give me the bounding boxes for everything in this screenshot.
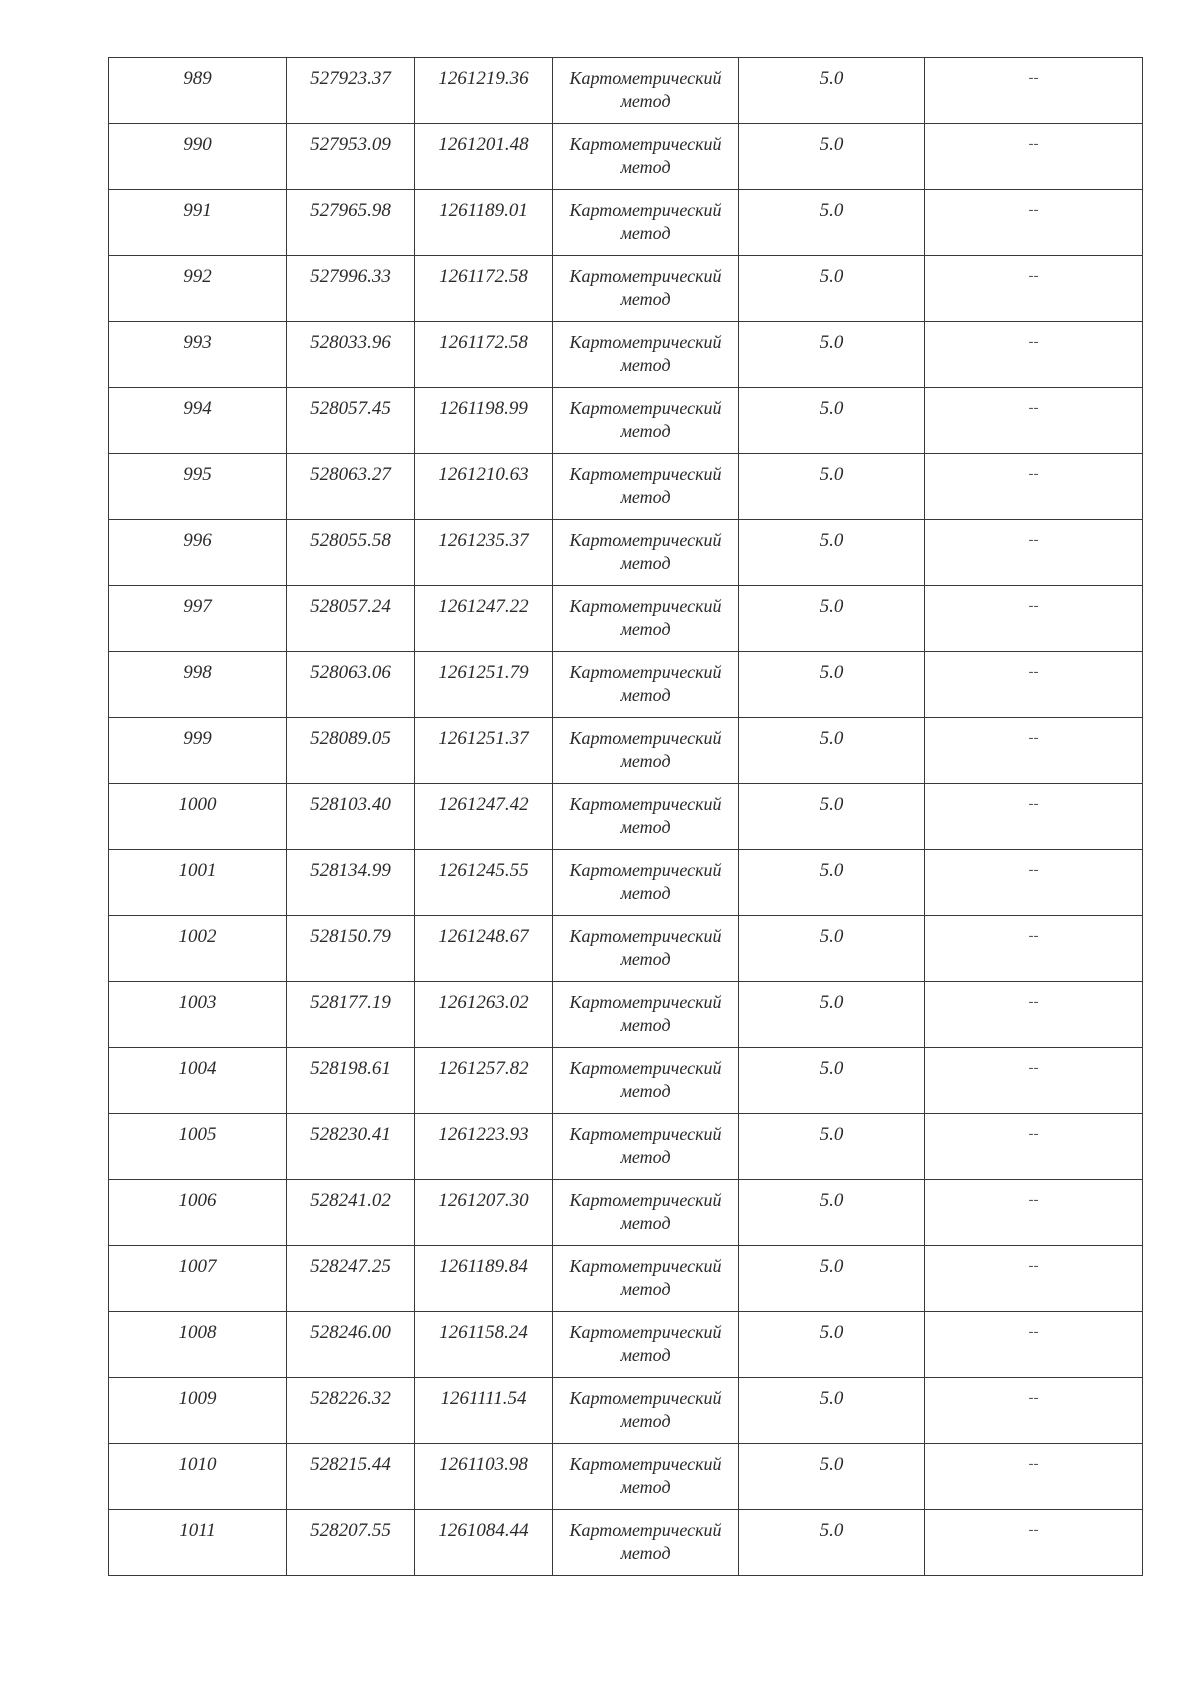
point-number-cell: 1010 — [109, 1444, 287, 1510]
point-number-cell: 1011 — [109, 1510, 287, 1576]
note-cell: -- — [925, 652, 1143, 718]
point-number-cell: 1007 — [109, 1246, 287, 1312]
point-number-cell: 998 — [109, 652, 287, 718]
note-cell: -- — [925, 718, 1143, 784]
method-cell — [553, 718, 739, 784]
accuracy-cell: 5.0 — [739, 1246, 925, 1312]
method-cell — [553, 586, 739, 652]
accuracy-cell: 5.0 — [739, 1378, 925, 1444]
note-cell: -- — [925, 124, 1143, 190]
note-cell: -- — [925, 322, 1143, 388]
y-coordinate-cell: 1261257.82 — [415, 1048, 553, 1114]
method-line-2: метод — [620, 817, 671, 837]
point-number-cell: 999 — [109, 718, 287, 784]
x-coordinate-cell: 528150.79 — [287, 916, 415, 982]
note-cell: -- — [925, 1510, 1143, 1576]
table-row — [109, 1312, 1143, 1378]
accuracy-cell: 5.0 — [739, 124, 925, 190]
method-line-2: метод — [620, 1147, 671, 1167]
accuracy-cell: 5.0 — [739, 916, 925, 982]
table-row — [109, 982, 1143, 1048]
x-coordinate-cell: 528057.45 — [287, 388, 415, 454]
method-line-2: метод — [620, 91, 671, 111]
y-coordinate-cell: 1261247.22 — [415, 586, 553, 652]
method-line-1: Картометрический — [569, 464, 722, 484]
x-coordinate-cell: 528134.99 — [287, 850, 415, 916]
method-line-2: метод — [620, 883, 671, 903]
method-line-2: метод — [620, 421, 671, 441]
point-number-cell: 1006 — [109, 1180, 287, 1246]
method-line-1: Картометрический — [569, 1190, 722, 1210]
note-cell: -- — [925, 1444, 1143, 1510]
method-line-1: Картометрический — [569, 530, 722, 550]
table-row — [109, 322, 1143, 388]
table-row — [109, 1246, 1143, 1312]
table-row — [109, 1180, 1143, 1246]
table-row — [109, 1510, 1143, 1576]
note-cell: -- — [925, 784, 1143, 850]
note-cell: -- — [925, 58, 1143, 124]
table-row — [109, 1378, 1143, 1444]
method-line-1: Картометрический — [569, 860, 722, 880]
method-cell — [553, 1510, 739, 1576]
accuracy-cell: 5.0 — [739, 982, 925, 1048]
method-line-1: Картометрический — [569, 68, 722, 88]
method-line-1: Картометрический — [569, 794, 722, 814]
y-coordinate-cell: 1261189.01 — [415, 190, 553, 256]
point-number-cell: 1000 — [109, 784, 287, 850]
method-cell — [553, 1444, 739, 1510]
table-row — [109, 454, 1143, 520]
accuracy-cell: 5.0 — [739, 58, 925, 124]
method-cell — [553, 388, 739, 454]
method-line-1: Картометрический — [569, 266, 722, 286]
method-cell — [553, 322, 739, 388]
method-line-2: метод — [620, 1345, 671, 1365]
method-line-1: Картометрический — [569, 1454, 722, 1474]
note-cell: -- — [925, 850, 1143, 916]
x-coordinate-cell: 528063.27 — [287, 454, 415, 520]
accuracy-cell: 5.0 — [739, 586, 925, 652]
point-number-cell: 1001 — [109, 850, 287, 916]
accuracy-cell: 5.0 — [739, 520, 925, 586]
method-cell — [553, 1048, 739, 1114]
table-row — [109, 916, 1143, 982]
method-cell — [553, 58, 739, 124]
method-line-2: метод — [620, 1543, 671, 1563]
note-cell: -- — [925, 1312, 1143, 1378]
x-coordinate-cell: 528055.58 — [287, 520, 415, 586]
method-line-2: метод — [620, 289, 671, 309]
accuracy-cell: 5.0 — [739, 850, 925, 916]
x-coordinate-cell: 528063.06 — [287, 652, 415, 718]
table-row — [109, 58, 1143, 124]
accuracy-cell: 5.0 — [739, 1114, 925, 1180]
y-coordinate-cell: 1261245.55 — [415, 850, 553, 916]
x-coordinate-cell: 528241.02 — [287, 1180, 415, 1246]
method-line-1: Картометрический — [569, 926, 722, 946]
method-cell — [553, 454, 739, 520]
note-cell: -- — [925, 520, 1143, 586]
method-line-1: Картометрический — [569, 1388, 722, 1408]
method-line-2: метод — [620, 1279, 671, 1299]
x-coordinate-cell: 528246.00 — [287, 1312, 415, 1378]
point-number-cell: 993 — [109, 322, 287, 388]
accuracy-cell: 5.0 — [739, 1048, 925, 1114]
method-line-2: метод — [620, 1081, 671, 1101]
method-line-1: Картометрический — [569, 728, 722, 748]
coordinates-table — [108, 57, 1143, 1576]
accuracy-cell: 5.0 — [739, 718, 925, 784]
table-row — [109, 520, 1143, 586]
point-number-cell: 1008 — [109, 1312, 287, 1378]
x-coordinate-cell: 527965.98 — [287, 190, 415, 256]
table-row — [109, 124, 1143, 190]
method-line-2: метод — [620, 487, 671, 507]
x-coordinate-cell: 528177.19 — [287, 982, 415, 1048]
x-coordinate-cell: 528226.32 — [287, 1378, 415, 1444]
point-number-cell: 1003 — [109, 982, 287, 1048]
method-cell — [553, 256, 739, 322]
y-coordinate-cell: 1261219.36 — [415, 58, 553, 124]
point-number-cell: 1009 — [109, 1378, 287, 1444]
accuracy-cell: 5.0 — [739, 1444, 925, 1510]
point-number-cell: 995 — [109, 454, 287, 520]
table-row — [109, 586, 1143, 652]
point-number-cell: 997 — [109, 586, 287, 652]
method-cell — [553, 520, 739, 586]
accuracy-cell: 5.0 — [739, 1180, 925, 1246]
y-coordinate-cell: 1261263.02 — [415, 982, 553, 1048]
y-coordinate-cell: 1261207.30 — [415, 1180, 553, 1246]
table-row — [109, 1048, 1143, 1114]
note-cell: -- — [925, 916, 1143, 982]
table-row — [109, 1114, 1143, 1180]
x-coordinate-cell: 528207.55 — [287, 1510, 415, 1576]
x-coordinate-cell: 528215.44 — [287, 1444, 415, 1510]
y-coordinate-cell: 1261103.98 — [415, 1444, 553, 1510]
table-row — [109, 784, 1143, 850]
point-number-cell: 1005 — [109, 1114, 287, 1180]
y-coordinate-cell: 1261251.37 — [415, 718, 553, 784]
y-coordinate-cell: 1261251.79 — [415, 652, 553, 718]
y-coordinate-cell: 1261172.58 — [415, 322, 553, 388]
y-coordinate-cell: 1261223.93 — [415, 1114, 553, 1180]
table-row — [109, 1444, 1143, 1510]
note-cell: -- — [925, 1378, 1143, 1444]
point-number-cell: 989 — [109, 58, 287, 124]
method-line-1: Картометрический — [569, 1058, 722, 1078]
x-coordinate-cell: 527953.09 — [287, 124, 415, 190]
method-line-2: метод — [620, 1015, 671, 1035]
point-number-cell: 991 — [109, 190, 287, 256]
x-coordinate-cell: 528247.25 — [287, 1246, 415, 1312]
accuracy-cell: 5.0 — [739, 784, 925, 850]
method-cell — [553, 1312, 739, 1378]
y-coordinate-cell: 1261248.67 — [415, 916, 553, 982]
note-cell: -- — [925, 1180, 1143, 1246]
method-cell — [553, 1114, 739, 1180]
y-coordinate-cell: 1261247.42 — [415, 784, 553, 850]
method-line-2: метод — [620, 619, 671, 639]
method-line-1: Картометрический — [569, 332, 722, 352]
table-row — [109, 256, 1143, 322]
method-line-1: Картометрический — [569, 398, 722, 418]
method-line-1: Картометрический — [569, 1124, 722, 1144]
table-row — [109, 388, 1143, 454]
table-body — [109, 58, 1143, 1576]
note-cell: -- — [925, 586, 1143, 652]
method-cell — [553, 982, 739, 1048]
method-line-2: метод — [620, 157, 671, 177]
point-number-cell: 1002 — [109, 916, 287, 982]
accuracy-cell: 5.0 — [739, 388, 925, 454]
x-coordinate-cell: 527996.33 — [287, 256, 415, 322]
method-line-1: Картометрический — [569, 1322, 722, 1342]
y-coordinate-cell: 1261210.63 — [415, 454, 553, 520]
accuracy-cell: 5.0 — [739, 322, 925, 388]
x-coordinate-cell: 528103.40 — [287, 784, 415, 850]
method-line-2: метод — [620, 553, 671, 573]
accuracy-cell: 5.0 — [739, 256, 925, 322]
y-coordinate-cell: 1261189.84 — [415, 1246, 553, 1312]
method-line-1: Картометрический — [569, 1256, 722, 1276]
point-number-cell: 992 — [109, 256, 287, 322]
x-coordinate-cell: 528198.61 — [287, 1048, 415, 1114]
method-cell — [553, 190, 739, 256]
point-number-cell: 1004 — [109, 1048, 287, 1114]
note-cell: -- — [925, 1114, 1143, 1180]
y-coordinate-cell: 1261084.44 — [415, 1510, 553, 1576]
y-coordinate-cell: 1261172.58 — [415, 256, 553, 322]
method-line-1: Картометрический — [569, 596, 722, 616]
method-line-2: метод — [620, 1213, 671, 1233]
x-coordinate-cell: 528057.24 — [287, 586, 415, 652]
note-cell: -- — [925, 982, 1143, 1048]
note-cell: -- — [925, 190, 1143, 256]
method-line-1: Картометрический — [569, 200, 722, 220]
method-line-2: метод — [620, 223, 671, 243]
x-coordinate-cell: 528089.05 — [287, 718, 415, 784]
note-cell: -- — [925, 1246, 1143, 1312]
x-coordinate-cell: 528230.41 — [287, 1114, 415, 1180]
point-number-cell: 994 — [109, 388, 287, 454]
method-cell — [553, 1246, 739, 1312]
table-row — [109, 652, 1143, 718]
accuracy-cell: 5.0 — [739, 652, 925, 718]
method-line-1: Картометрический — [569, 662, 722, 682]
method-cell — [553, 850, 739, 916]
accuracy-cell: 5.0 — [739, 454, 925, 520]
method-cell — [553, 652, 739, 718]
method-line-1: Картометрический — [569, 1520, 722, 1540]
table-row — [109, 718, 1143, 784]
note-cell: -- — [925, 256, 1143, 322]
method-line-1: Картометрический — [569, 134, 722, 154]
method-cell — [553, 916, 739, 982]
method-line-2: метод — [620, 949, 671, 969]
method-line-2: метод — [620, 751, 671, 771]
method-line-1: Картометрический — [569, 992, 722, 1012]
table-row — [109, 190, 1143, 256]
method-cell — [553, 124, 739, 190]
y-coordinate-cell: 1261201.48 — [415, 124, 553, 190]
accuracy-cell: 5.0 — [739, 1312, 925, 1378]
point-number-cell: 996 — [109, 520, 287, 586]
method-cell — [553, 1378, 739, 1444]
accuracy-cell: 5.0 — [739, 1510, 925, 1576]
y-coordinate-cell: 1261235.37 — [415, 520, 553, 586]
y-coordinate-cell: 1261198.99 — [415, 388, 553, 454]
note-cell: -- — [925, 454, 1143, 520]
point-number-cell: 990 — [109, 124, 287, 190]
method-line-2: метод — [620, 355, 671, 375]
note-cell: -- — [925, 388, 1143, 454]
table-row — [109, 850, 1143, 916]
x-coordinate-cell: 528033.96 — [287, 322, 415, 388]
y-coordinate-cell: 1261111.54 — [415, 1378, 553, 1444]
method-line-2: метод — [620, 685, 671, 705]
method-cell — [553, 1180, 739, 1246]
accuracy-cell: 5.0 — [739, 190, 925, 256]
y-coordinate-cell: 1261158.24 — [415, 1312, 553, 1378]
note-cell: -- — [925, 1048, 1143, 1114]
x-coordinate-cell: 527923.37 — [287, 58, 415, 124]
method-line-2: метод — [620, 1411, 671, 1431]
method-line-2: метод — [620, 1477, 671, 1497]
method-cell — [553, 784, 739, 850]
